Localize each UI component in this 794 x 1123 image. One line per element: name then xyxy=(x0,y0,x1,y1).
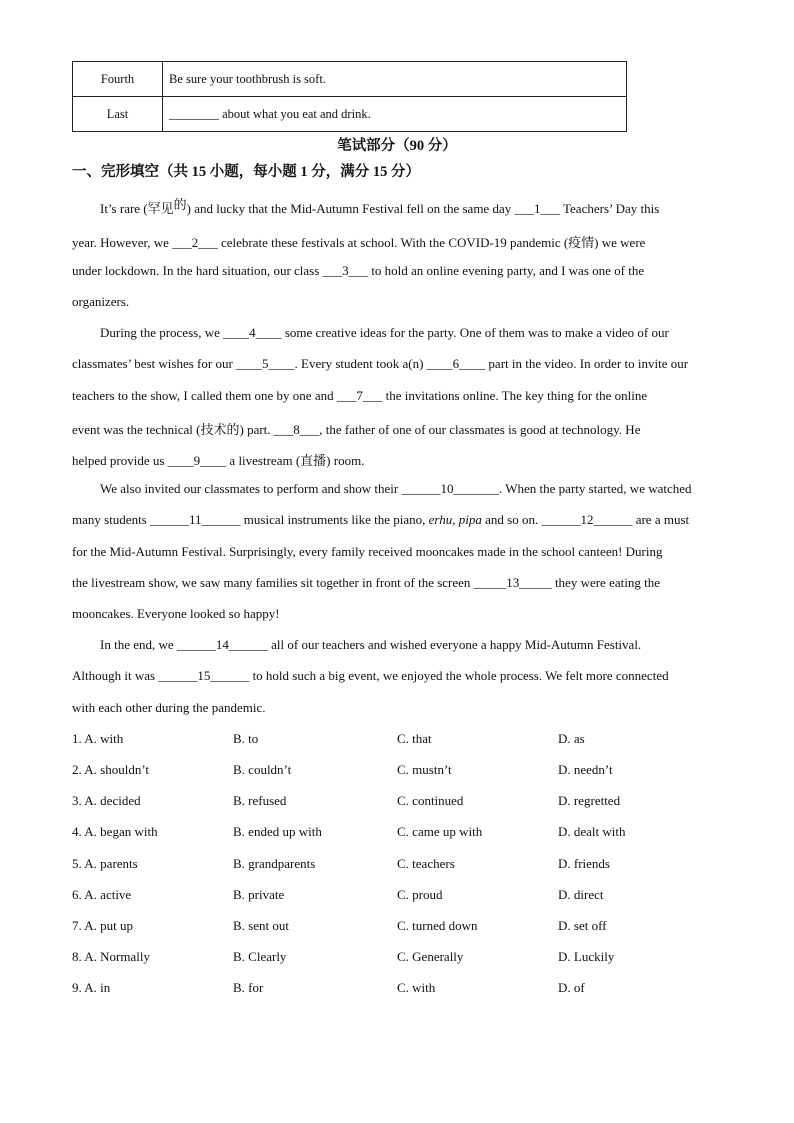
question-2-option-a: 2. A. shouldn’t xyxy=(72,762,150,777)
question-1-option-d: D. as xyxy=(558,731,585,746)
question-8-option-c: C. Generally xyxy=(397,949,464,964)
passage-line: We also invited our classmates to perform and show their ______10_______. When the party started, we watched xyxy=(100,481,692,496)
blank-4: ____4____ xyxy=(223,325,282,340)
blank-14: ______14______ xyxy=(176,637,268,652)
passage-line: organizers. xyxy=(72,294,130,309)
question-3-option-b: B. refused xyxy=(233,793,287,808)
blank-6: ____6____ xyxy=(426,356,486,371)
table-cell-step: Fourth xyxy=(73,62,163,97)
question-7-option-d: D. set off xyxy=(558,918,607,933)
question-7-option-a: 7. A. put up xyxy=(72,918,134,933)
passage-line: event was the technical (技术的) part. ___8___, the father of one of our classmates is good at technology. He xyxy=(72,422,641,437)
table-blank: ________ xyxy=(169,106,219,121)
blank-5: ____5____ xyxy=(236,356,295,371)
question-3-option-d: D. regretted xyxy=(558,793,621,808)
question-3-option-a: 3. A. decided xyxy=(72,793,141,808)
blank-7: ___7___ xyxy=(336,388,383,403)
passage-line: During the process, we ____4____ some creative ideas for the party. One of them was to make a video of our xyxy=(100,325,669,340)
question-4-option-d: D. dealt with xyxy=(558,824,626,839)
question-8-option-d: D. Luckily xyxy=(558,949,615,964)
blank-11: ______11______ xyxy=(150,512,241,527)
question-1-option-c: C. that xyxy=(397,731,432,746)
question-8-option-a: 8. A. Normally xyxy=(72,949,150,964)
passage-line: It’s rare (罕见的) and lucky that the Mid-Autumn Festival fell on the same day ___1___ Teachers’ Day this xyxy=(100,197,660,216)
passage-line: classmates’ best wishes for our ____5____. Every student took a(n) ____6____ part in the video. In order to invite our xyxy=(72,356,689,371)
question-6-option-a: 6. A. active xyxy=(72,887,132,902)
question-6-option-c: C. proud xyxy=(397,887,443,902)
passage-line: under lockdown. In the hard situation, our class ___3___ to hold an online evening party, and I was one of the xyxy=(72,263,645,278)
blank-15: ______15______ xyxy=(158,668,250,683)
passage-line: for the Mid-Autumn Festival. Surprisingly, every family received mooncakes made in the school canteen! During xyxy=(72,544,663,559)
question-3-option-c: C. continued xyxy=(397,793,464,808)
question-4-option-a: 4. A. began with xyxy=(72,824,158,839)
question-6-option-d: D. direct xyxy=(558,887,604,902)
question-9-option-d: D. of xyxy=(558,980,585,995)
blank-8: ___8___ xyxy=(273,422,320,437)
question-9-option-b: B. for xyxy=(233,980,264,995)
blank-1: ___1___ xyxy=(514,201,560,216)
table-cell-text-rest: about what you eat and drink. xyxy=(219,106,371,121)
blank-9: ____9____ xyxy=(167,453,227,468)
blank-2: ___2___ xyxy=(172,235,218,250)
passage-line: Although it was ______15______ to hold such a big event, we enjoyed the whole process. We felt more connected xyxy=(72,668,669,683)
passage-line: helped provide us ____9____ a livestream (直播) room. xyxy=(72,453,365,468)
passage-line: many students ______11______ musical instruments like the piano, erhu, pipa and so on. ______12______ are a must xyxy=(72,512,690,527)
question-1-option-a: 1. A. with xyxy=(72,731,124,746)
question-4-option-b: B. ended up with xyxy=(233,824,322,839)
table-cell-text: Be sure your toothbrush is soft. xyxy=(163,62,627,97)
blank-12: ______12______ xyxy=(541,512,633,527)
question-7-option-b: B. sent out xyxy=(233,918,289,933)
question-2-option-b: B. couldn’t xyxy=(233,762,292,777)
question-8-option-b: B. Clearly xyxy=(233,949,287,964)
question-7-option-c: C. turned down xyxy=(397,918,478,933)
passage-line: with each other during the pandemic. xyxy=(72,700,266,715)
question-1-option-b: B. to xyxy=(233,731,259,746)
question-5-option-d: D. friends xyxy=(558,856,610,871)
table-cell-step: Last xyxy=(73,97,163,132)
section-title: 笔试部分（90 分） xyxy=(337,138,457,154)
question-5-option-c: C. teachers xyxy=(397,856,455,871)
blank-3: ___3___ xyxy=(322,263,369,278)
table-cell-text xyxy=(163,97,627,132)
passage-line: mooncakes. Everyone looked so happy! xyxy=(72,606,280,621)
question-9-option-c: C. with xyxy=(397,980,436,995)
table-row xyxy=(73,62,627,97)
passage-line: teachers to the show, I called them one by one and ___7___ the invitations online. The key thing for the online xyxy=(72,388,648,403)
table-row xyxy=(73,97,627,132)
section-heading: 一、完形填空（共 15 小题，每小题 1 分，满分 15 分） xyxy=(72,164,420,180)
blank-10: ______10_______ xyxy=(401,481,499,496)
passage-line: the livestream show, we saw many families sit together in front of the screen _____13_____ they were eating the xyxy=(72,575,660,590)
question-6-option-b: B. private xyxy=(233,887,285,902)
question-5-option-b: B. grandparents xyxy=(233,856,316,871)
passage-line: year. However, we ___2___ celebrate these festivals at school. With the COVID-19 pandemic (疫情) we were xyxy=(72,235,646,250)
blank-13: _____13_____ xyxy=(473,575,552,590)
question-9-option-a: 9. A. in xyxy=(72,980,111,995)
question-4-option-c: C. came up with xyxy=(397,824,483,839)
question-2-option-c: C. mustn’t xyxy=(397,762,452,777)
question-2-option-d: D. needn’t xyxy=(558,762,613,777)
italic-text: erhu, pipa xyxy=(428,512,482,527)
superscript-char: 的 xyxy=(173,197,187,212)
question-5-option-a: 5. A. parents xyxy=(72,856,138,871)
steps-table xyxy=(72,61,627,132)
passage-line: In the end, we ______14______ all of our teachers and wished everyone a happy Mid-Autumn Festival. xyxy=(100,637,642,652)
